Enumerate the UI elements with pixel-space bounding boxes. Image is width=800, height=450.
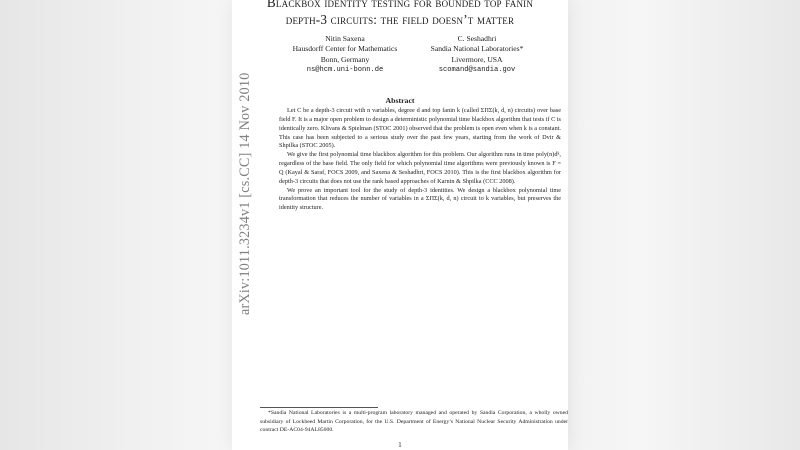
arxiv-stamp: arXiv:1011.3234v1 [cs.CC] 14 Nov 2010 — [237, 72, 253, 315]
author-name: C. Seshadhri — [457, 34, 497, 43]
footnote-text: *Sandia National Laboratories is a multi-program laboratory managed and operated by Sandia Corporation, a wholly owned subsidiary of Lockheed Martin Corporation, for the U.S. Department of Energy’s National Nuclear Security Administration under contract DE-AC04-94AL85000. — [260, 410, 568, 433]
abstract-paragraph-2: We give the first polynomial time blackbox algorithm for this problem. Our algorithm runs in time poly(n)dᵏ, regardless of the base field. The only field for which polynomial time algorithms were previously known is F = Q (Kayal & Saraf, FOCS 2009, and Saxena & Seshadhri, FOCS 2010). This is the first blackbox algorithm for depth-3 circuits that does not use the rank based approaches of Karnin & Shpilka (CCC 2008). — [279, 151, 561, 185]
abstract-paragraph-3: We prove an important tool for the study of depth-3 identities. We design a blackbox polynomial time transformation that reduces the number of variables in a ΣΠΣ(k, d, n) circuit to k variables, but preserves the identity structure. — [279, 186, 561, 212]
author-email: scomand@sandia.gov — [438, 66, 516, 75]
abstract-paragraph-1: Let C be a depth-3 circuit with n variables, degree d and top fanin k (called ΣΠΣ(k, d, n) circuits) over base field F. It is a major open problem to design a deterministic polynomial time blackbox algorithm that tests if C is identically zero. Klivans & Spielman (STOC 2001) observed that the problem is open even when k is a constant. This case has been subjected to a serious study over the past few years, starting from the work of Dvir & Shpilka (STOC 2005). — [279, 107, 561, 150]
title-line-2: depth-3 circuits: the field doesn’t matter — [285, 12, 515, 27]
author-affiliation: Sandia National Laboratories* — [430, 44, 524, 54]
paper-page — [232, 0, 568, 450]
page-number: 1 — [398, 442, 402, 449]
author-email: ns@hcm.uni-bonn.de — [306, 66, 384, 75]
author-location: Bonn, Germany — [320, 54, 370, 64]
author-location: Livermore, USA — [451, 54, 503, 64]
author-name: Nitin Saxena — [325, 34, 365, 43]
author-affiliation: Hausdorff Center for Mathematics — [292, 44, 398, 54]
abstract-body — [279, 107, 561, 213]
author-2 — [412, 34, 542, 76]
footnote-rule — [260, 407, 378, 408]
paper-title — [232, 0, 568, 28]
author-1 — [280, 34, 410, 76]
title-line-1: Blackbox identity testing for bounded top fanin — [266, 0, 534, 10]
footnote — [260, 409, 568, 435]
abstract-heading: Abstract — [385, 96, 415, 105]
